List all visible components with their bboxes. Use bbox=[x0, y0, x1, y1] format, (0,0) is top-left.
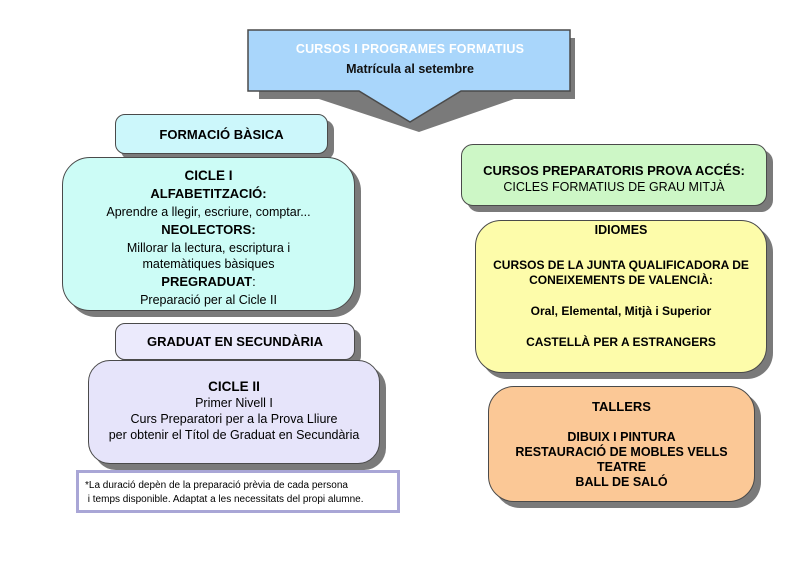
cicle2-line-1: Primer Nivell I bbox=[195, 396, 273, 410]
idiomes-line-4: CASTELLÀ PER A ESTRANGERS bbox=[526, 335, 716, 349]
idiomes-title: IDIOMES bbox=[594, 223, 648, 237]
tallers-item: BALL DE SALÓ bbox=[575, 475, 668, 489]
alfabetitzacio-text: Aprendre a llegir, escriure, comptar... bbox=[106, 205, 311, 219]
cicle1-box bbox=[62, 157, 355, 311]
note-line-2: i temps disponible. Adaptat a les necessitats del propi alumne. bbox=[85, 494, 364, 505]
idiomes-line-1: CURSOS DE LA JUNTA QUALIFICADORA DE bbox=[493, 258, 749, 272]
idiomes-line-3: Oral, Elemental, Mitjà i Superior bbox=[530, 304, 712, 318]
header-title: CURSOS I PROGRAMES FORMATIUS bbox=[295, 42, 525, 56]
preparatoris-line-1: CURSOS PREPARATORIS PROVA ACCÉS: bbox=[483, 163, 745, 178]
cicle2-box bbox=[88, 360, 380, 464]
alfabetitzacio-label: ALFABETITZACIÓ: bbox=[150, 186, 267, 201]
duration-note bbox=[76, 470, 400, 513]
pregraduat-text: Preparació per al Cicle II bbox=[140, 293, 277, 307]
header-subtitle: Matrícula al setembre bbox=[346, 62, 474, 76]
graduat-box bbox=[115, 323, 355, 360]
tallers-item: RESTAURACIÓ DE MOBLES VELLS bbox=[515, 445, 728, 459]
idiomes-line-2: CONEIXEMENTS DE VALENCIÀ: bbox=[529, 273, 713, 287]
pregraduat-colon: : bbox=[252, 274, 256, 289]
graduat-label: GRADUAT EN SECUNDÀRIA bbox=[147, 334, 323, 349]
tallers-title: TALLERS bbox=[592, 399, 651, 414]
cicle2-line-2: Curs Preparatori per a la Prova Lliure bbox=[130, 412, 338, 426]
neolectors-text-2: matemàtiques bàsiques bbox=[142, 257, 275, 271]
cicle2-line-3: per obtenir el Títol de Graduat en Secundària bbox=[108, 428, 360, 442]
preparatoris-line-2: CICLES FORMATIUS DE GRAU MITJÀ bbox=[503, 180, 725, 194]
neolectors-label: NEOLECTORS: bbox=[161, 222, 256, 237]
formacio-basica-label: FORMACIÓ BÀSICA bbox=[159, 126, 284, 142]
tallers-box bbox=[488, 386, 755, 502]
formacio-basica-box bbox=[115, 114, 328, 154]
cicle2-title: CICLE II bbox=[208, 379, 260, 394]
tallers-item: TEATRE bbox=[596, 460, 647, 474]
cicle1-title: CICLE I bbox=[184, 168, 233, 183]
pregraduat-label: PREGRADUAT bbox=[161, 274, 253, 289]
note-line-1: *La duració depèn de la preparació prèvia de cada persona bbox=[85, 480, 348, 491]
neolectors-text-1: Millorar la lectura, escriptura i bbox=[126, 241, 291, 255]
tallers-item: DIBUIX I PINTURA bbox=[567, 430, 676, 444]
idiomes-box bbox=[475, 220, 767, 373]
preparatoris-box bbox=[461, 144, 767, 206]
